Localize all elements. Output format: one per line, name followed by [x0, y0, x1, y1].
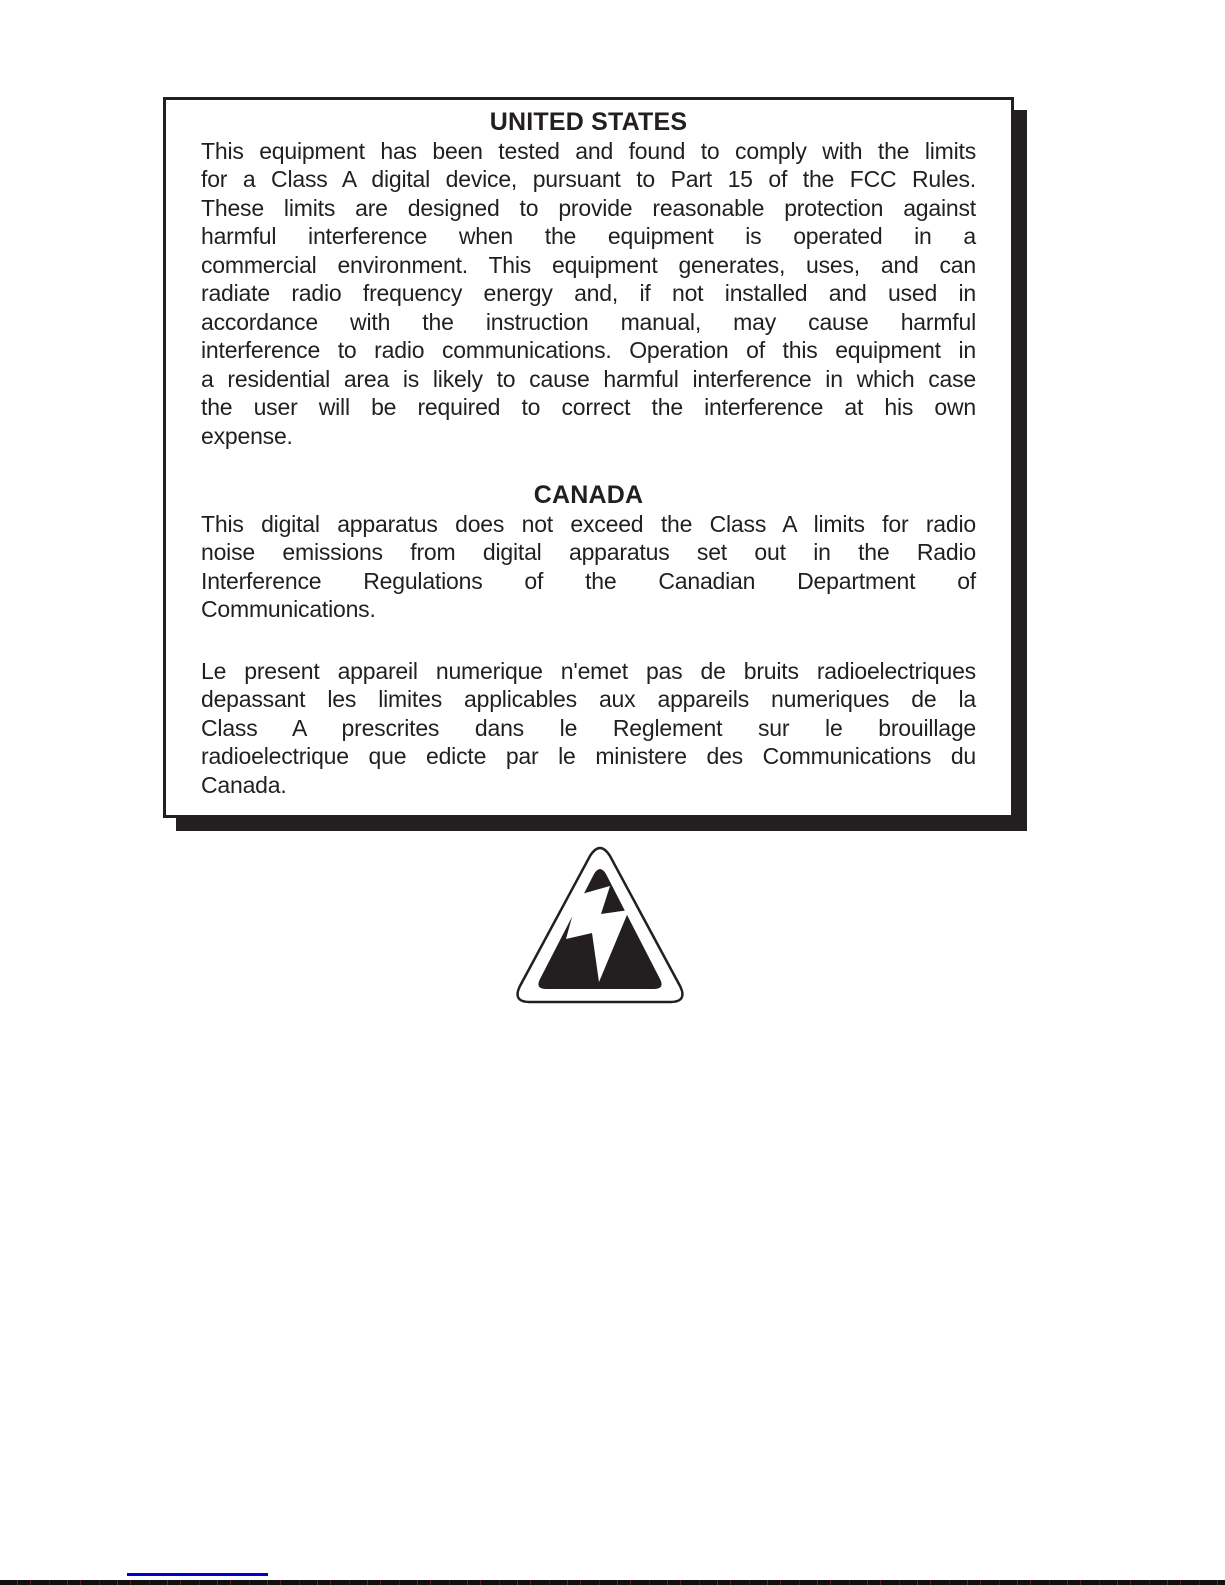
text-line: noise emissions from digital apparatus set out in the Radio: [201, 539, 976, 565]
text-line: Interference Regulations of the Canadian Department of: [201, 567, 976, 594]
footer-link-underline[interactable]: [127, 1573, 268, 1576]
scan-edge-artifact: [0, 1580, 1225, 1585]
text-line: Class A prescrites dans le Reglement sur le brouillage: [201, 714, 976, 741]
high-voltage-warning-icon: [508, 836, 692, 1006]
text-line: for a Class A digital device, pursuant to Part 15 of the FCC Rules.: [201, 166, 976, 192]
text-line: radioelectrique que edicte par le ministere des Communications du: [201, 743, 976, 769]
text-line: This digital apparatus does not exceed the Class A limits for radio: [201, 510, 976, 537]
text-line: harmful interference when the equipment is operated in a: [201, 223, 976, 249]
us-section-title: UNITED STATES: [489, 108, 688, 136]
us-notice-paragraph: [201, 137, 976, 451]
text-line: expense.: [201, 422, 293, 449]
text-line: commercial environment. This equipment generates, uses, and can: [201, 251, 976, 278]
text-line: radiate radio frequency energy and, if not installed and used in: [201, 280, 976, 306]
text-line: interference to radio communications. Operation of this equipment in: [201, 337, 976, 363]
lightning-triangle-svg: [508, 836, 692, 1006]
canada-notice-paragraph-french: [201, 657, 976, 800]
text-line: This equipment has been tested and found to comply with the limits: [201, 137, 976, 164]
text-line: depassant les limites applicables aux appareils numeriques de la: [201, 686, 976, 712]
canada-section-title: CANADA: [533, 481, 644, 509]
text-line: Le present appareil numerique n'emet pas de bruits radioelectriques: [201, 657, 976, 684]
text-line: Canada.: [201, 771, 287, 798]
fcc-notice-box: [163, 97, 1014, 818]
canada-notice-paragraph-english: [201, 510, 976, 624]
text-line: the user will be required to correct the interference at his own: [201, 394, 976, 420]
text-line: a residential area is likely to cause harmful interference in which case: [201, 365, 976, 392]
text-line: accordance with the instruction manual, may cause harmful: [201, 308, 976, 335]
text-line: Communications.: [201, 596, 376, 622]
text-line: These limits are designed to provide reasonable protection against: [201, 194, 976, 221]
